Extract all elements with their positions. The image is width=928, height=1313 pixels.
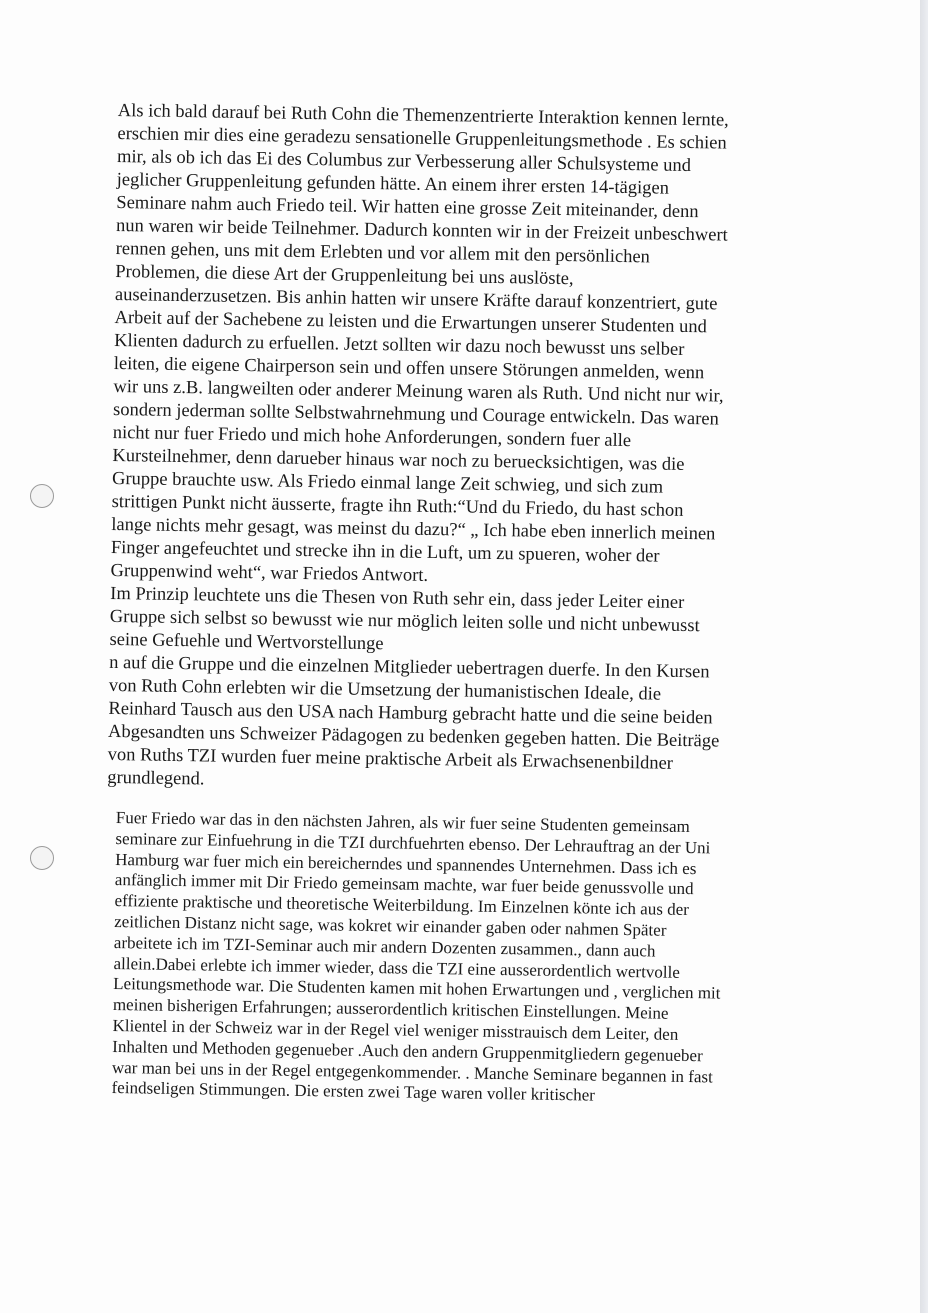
text-line: Problemen, die diese Art der Gruppenleitung bei uns auslöste,	[115, 261, 574, 290]
text-line: Gruppe brauchte usw. Als Friedo einmal lange Zeit schwieg, und sich zum	[111, 468, 664, 498]
punch-hole-top	[30, 484, 54, 508]
text-line: seine Gefuehle und Wertvorstellunge	[109, 629, 384, 655]
text-line: mir, als ob ich das Ei des Columbus zur Verbesserung aller Schulsysteme und	[116, 146, 692, 177]
text-line: Reinhard Tausch aus den USA nach Hamburg gebracht hatte und die seine beiden	[108, 698, 713, 729]
text-line: feindseligen Stimmungen. Die ersten zwei Tage waren voller kritischer	[111, 1078, 596, 1105]
text-line: strittigen Punkt nicht äusserte, fragte ihn Ruth:“Und du Friedo, du hast schon	[111, 491, 684, 521]
text-line: zeitlichen Distanz nicht sage, was kokret wir einander gaben oder nahmen Später	[114, 911, 667, 940]
text-line: lange nichts mehr gesagt, was meinst du dazu?“ „ Ich habe eben innerlich meinen	[111, 514, 716, 545]
text-line: nun waren wir beide Teilnehmer. Dadurch konnten wir in der Freizeit unbeschwert	[115, 215, 728, 246]
text-line: Fuer Friedo war das in den nächsten Jahren, als wir fuer seine Studenten gemeinsam	[115, 808, 690, 837]
text-line: rennen gehen, uns mit dem Erlebten und vor allem mit den persönlichen	[115, 238, 651, 268]
text-line: Klientel in der Schweiz war in der Regel viel weniger misstrauisch dem Leiter, den	[112, 1015, 679, 1044]
text-line: grundlegend.	[107, 767, 205, 790]
text-line: allein.Dabei erlebte ich immer wieder, dass die TZI eine ausserordentlich wertvolle	[113, 953, 681, 982]
text-line: seminare zur Einfuehrung in die TZI durchfuehrten ebenso. Der Lehrauftrag an der Uni	[115, 828, 711, 858]
punch-hole-bottom	[30, 846, 54, 870]
text-line: effiziente praktische und theoretische Weiterbildung. Im Einzelnen könte ich aus der	[114, 891, 690, 920]
text-line: n auf die Gruppe und die einzelnen Mitglieder uebertragen duerfe. In den Kursen	[108, 652, 710, 683]
text-line: nicht nur fuer Friedo und mich hohe Anforderungen, sondern fuer alle	[112, 422, 632, 452]
text-line: war man bei uns in der Regel entgegenkommender. . Manche Seminare begannen in fast	[111, 1057, 713, 1086]
text-line: Gruppenwind weht“, war Friedos Antwort.	[110, 560, 429, 586]
text-line: Klienten dadurch zu erfuellen. Jetzt sollten wir dazu noch bewusst uns selber	[114, 330, 685, 360]
text-line: Als ich bald darauf bei Ruth Cohn die Themenzentrierte Interaktion kennen lernte,	[117, 100, 729, 131]
text-line: Leitungsmethode war. Die Studenten kamen mit hohen Erwartungen und , verglichen mit	[113, 974, 721, 1003]
text-line: leiten, die eigene Chairperson sein und offen unsere Störungen anmelden, wenn	[113, 353, 705, 384]
body-text-small	[111, 808, 723, 1109]
body-text-large	[107, 100, 730, 800]
text-line: Inhalten und Methoden gegenueber .Auch den andern Gruppenmitgliedern gegenueber	[112, 1036, 703, 1066]
text-line: erschien mir dies eine geradezu sensationelle Gruppenleitungsmethode . Es schien	[117, 123, 727, 154]
text-line: jeglicher Gruppenleitung gefunden hätte. An einem ihrer ersten 14-tägigen	[116, 169, 670, 199]
text-line: Arbeit auf der Sachebene zu leisten und die Erwartungen unserer Studenten und	[114, 307, 707, 338]
text-line: Seminare nahm auch Friedo teil. Wir hatten eine grosse Zeit miteinander, denn	[116, 192, 699, 223]
text-line: Finger angefeuchtet und strecke ihn in die Luft, um zu spueren, woher der	[110, 537, 660, 567]
text-line: arbeitete ich im TZI-Seminar auch mir andern Dozenten zusammen., dann auch	[113, 932, 656, 961]
text-line: von Ruths TZI wurden fuer meine praktische Arbeit als Erwachsenenbildner	[107, 744, 674, 774]
text-line: Abgesandten uns Schweizer Pädagogen zu bedenken gegeben hatten. Die Beiträge	[107, 721, 720, 752]
text-line: Kursteilnehmer, denn darueber hinaus war noch zu beruecksichtigen, was die	[112, 445, 685, 475]
text-line: wir uns z.B. langweilten oder anderer Meinung waren als Ruth. Und nicht nur wir,	[113, 376, 724, 407]
text-line: anfänglich immer mit Dir Friedo gemeinsam machte, war fuer beide genussvolle und	[114, 870, 694, 899]
text-line: Gruppe sich selbst so bewusst wie nur möglich leiten solle und nicht unbewusst	[109, 606, 700, 637]
text-line: auseinanderzusetzen. Bis anhin hatten wir unsere Kräfte darauf konzentriert, gute	[114, 284, 718, 315]
text-line: Hamburg war fuer mich ein bereicherndes und spannendes Unternehmen. Dass ich es	[115, 849, 697, 878]
text-line: Im Prinzip leuchtete uns die Thesen von Ruth sehr ein, dass jeder Leiter einer	[110, 583, 685, 613]
text-line: meinen bisherigen Erfahrungen; ausserordentlich kritischen Einstellungen. Meine	[112, 995, 669, 1023]
text-line: sondern jederman sollte Selbstwahrnehmung und Courage entwickeln. Das waren	[112, 399, 719, 430]
text-line: von Ruth Cohn erlebten wir die Umsetzung der humanistischen Ideale, die	[108, 675, 662, 705]
